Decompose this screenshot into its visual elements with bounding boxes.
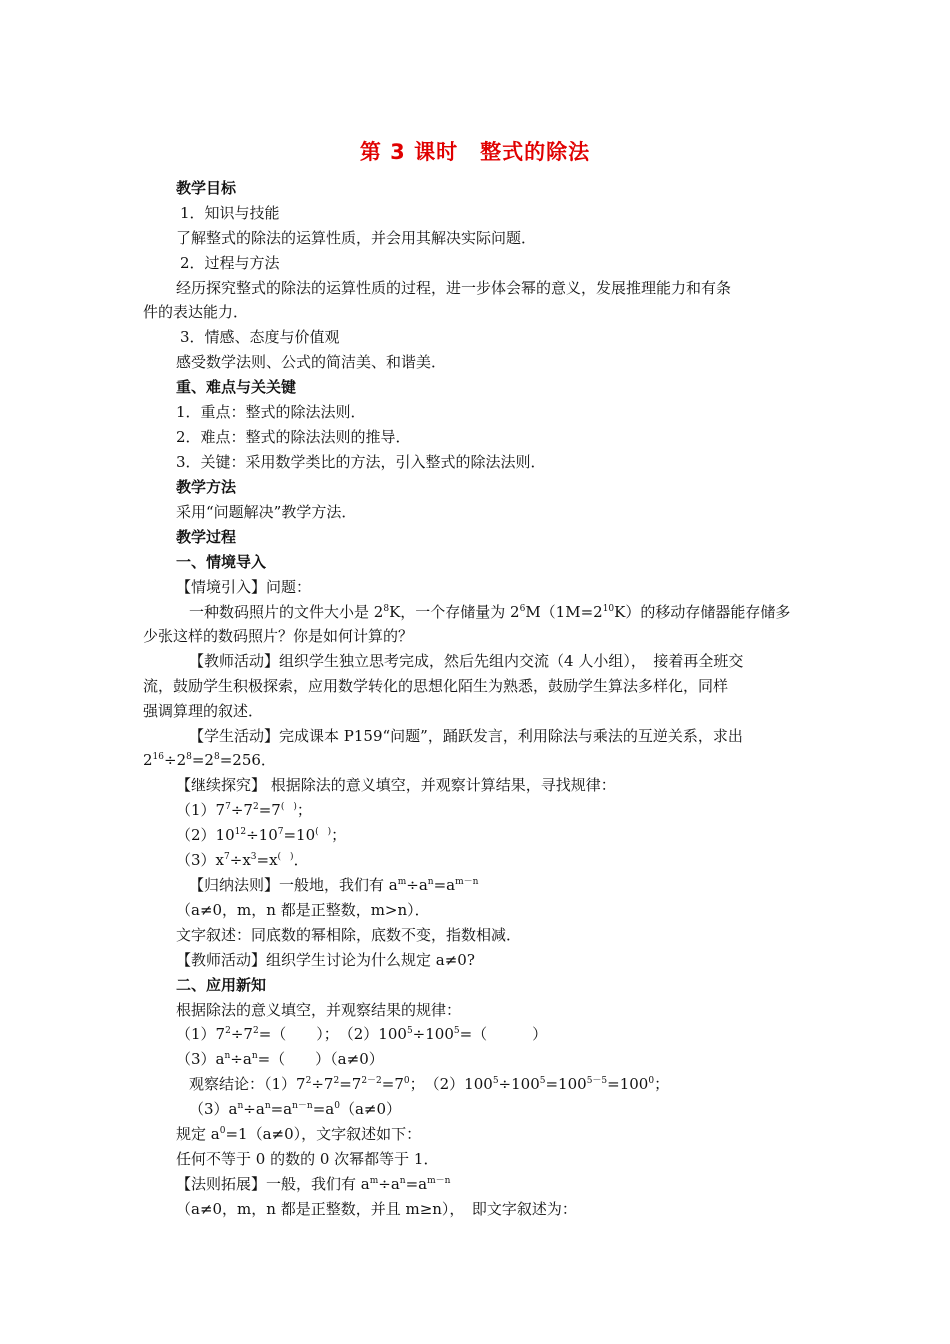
- formula-text: 【归纳法则】一般地，我们有 a: [189, 876, 398, 894]
- formula-exponent: 3: [250, 852, 257, 862]
- exercise-1: [0, 800, 950, 820]
- teacher-activity-2: 【教师活动】组织学生讨论为什么规定 a≠0?: [176, 951, 475, 969]
- goal-2-text-b: 件的表达能力．: [143, 303, 249, 321]
- formula-text: =10: [283, 826, 316, 844]
- formula-text: （1）7: [176, 801, 226, 819]
- subheading-scenario: 一、情境导入: [176, 553, 267, 571]
- formula-exponent: 0: [403, 1076, 410, 1086]
- formula-text: ÷10: [246, 826, 278, 844]
- goal-1-label: 1．知识与技能: [180, 204, 280, 222]
- teacher-activity-c: 强调算理的叙述．: [143, 702, 264, 720]
- question-text-3: M（1M=2: [525, 603, 603, 621]
- formula-text: 观察结论：（1）7: [189, 1075, 306, 1093]
- formula-text: =256．: [219, 751, 276, 769]
- formula-exponent: 0: [219, 1126, 226, 1136]
- rule-line-3: 文字叙述：同底数的幂相除，底数不变，指数相减．: [176, 926, 522, 944]
- formula-text: =a: [433, 876, 456, 894]
- formula-exponent: 2: [225, 1026, 231, 1036]
- formula-text: ÷7: [311, 1075, 334, 1093]
- apply-exercise-2: [0, 1049, 950, 1069]
- exercise-3: [0, 850, 950, 870]
- rule-line-1: [0, 875, 950, 895]
- formula-text: ÷7: [230, 1025, 253, 1043]
- formula-exponent: 2: [252, 802, 259, 812]
- formula-text: =100: [607, 1075, 649, 1093]
- formula-exponent: n－n: [292, 1101, 313, 1111]
- formula-exponent: 5: [406, 1026, 413, 1036]
- formula-text: ÷100: [498, 1075, 540, 1093]
- formula-text: =7: [258, 801, 281, 819]
- formula-exponent: 7: [277, 827, 284, 837]
- formula-exponent: 5: [539, 1076, 546, 1086]
- continue-explore: 【继续探究】 根据除法的意义填空，并观察计算结果，寻找规律：: [176, 776, 616, 794]
- observation-line-2: [0, 1099, 950, 1119]
- formula-text: ； （2）100: [409, 1075, 493, 1093]
- rule-extension-1: [0, 1174, 950, 1194]
- formula-exponent: 12: [234, 827, 247, 837]
- formula-exponent: n: [224, 1051, 231, 1061]
- apply-intro: 根据除法的意义填空，并观察结果的规律：: [176, 1001, 462, 1019]
- formula-exponent-blank: ( ): [315, 827, 332, 837]
- formula-text: 2: [143, 751, 153, 769]
- formula-text: ÷2: [164, 751, 187, 769]
- formula-text: ÷a: [378, 1175, 400, 1193]
- formula-text: （1）7: [176, 1025, 226, 1043]
- formula-exponent: 5－5: [586, 1076, 608, 1086]
- formula-exponent: 2: [252, 1026, 259, 1036]
- formula-text: =7: [381, 1075, 404, 1093]
- formula-text: =（ ）: [459, 1025, 548, 1043]
- goal-3-text: 感受数学法则、公式的简洁美、和谐美．: [176, 353, 447, 371]
- heading-goals: 教学目标: [176, 179, 237, 197]
- formula-text: ÷a: [230, 1050, 252, 1068]
- goal-1-text: 了解整式的除法的运算性质，并会用其解决实际问题．: [176, 229, 537, 247]
- formula-exponent: n: [427, 877, 434, 887]
- question-exponent-3: 10: [602, 604, 615, 614]
- question-text-2: K，一个存储量为 2: [389, 603, 520, 621]
- formula-exponent: m: [397, 877, 407, 887]
- formula-exponent: 0: [334, 1101, 340, 1111]
- formula-text: （3）a: [176, 1050, 225, 1068]
- formula-text: =100: [545, 1075, 587, 1093]
- observation-line-1: [0, 1074, 950, 1094]
- formula-exponent: n: [399, 1176, 406, 1186]
- key-point: 1．重点：整式的除法法则．: [176, 403, 366, 421]
- question-line-b: 少张这样的数码照片？你是如何计算的？: [143, 627, 414, 645]
- formula-exponent: 5: [453, 1026, 460, 1036]
- formula-text: ÷a: [243, 1100, 265, 1118]
- formula-text: =a: [405, 1175, 428, 1193]
- formula-exponent: 7: [225, 802, 231, 812]
- formula-text: 规定 a: [176, 1125, 220, 1143]
- formula-exponent: 2: [305, 1076, 312, 1086]
- formula-text: =a: [312, 1100, 335, 1118]
- formula-text: ．: [293, 851, 309, 869]
- formula-exponent: 2－2: [361, 1076, 382, 1086]
- formula-text: ；: [296, 801, 312, 819]
- formula-text: =2: [191, 751, 214, 769]
- formula-exponent: 7: [224, 852, 230, 862]
- formula-text: =（ ）（a≠0）: [257, 1050, 384, 1068]
- formula-text: 【法则拓展】一般，我们有 a: [176, 1175, 370, 1193]
- formula-text: ÷7: [230, 801, 253, 819]
- question-text-4: K）的移动存储器能存储多: [614, 603, 791, 621]
- formula-text: ；: [331, 826, 347, 844]
- formula-exponent: 2: [333, 1076, 340, 1086]
- formula-exponent: n: [251, 1051, 258, 1061]
- subheading-apply: 二、应用新知: [176, 976, 267, 994]
- teacher-activity-a: 【教师活动】组织学生独立思考完成，然后先组内交流（4 人小组）， 接着再全班交: [189, 652, 744, 670]
- formula-text: =a: [270, 1100, 293, 1118]
- formula-text: （2）10: [176, 826, 235, 844]
- formula-text: =7: [339, 1075, 362, 1093]
- formula-exponent: 5: [492, 1076, 499, 1086]
- formula-text: =（ ）； （2）100: [258, 1025, 407, 1043]
- scenario-intro: 【情境引入】问题：: [176, 578, 312, 596]
- method-text: 采用“问题解决”教学方法．: [176, 503, 357, 521]
- rule-extension-2: （a≠0，m，n 都是正整数，并且 m≥n）， 即文字叙述为：: [176, 1200, 577, 1218]
- teacher-activity-b: 流，鼓励学生积极探索，应用数学转化的思想化陌生为熟悉，鼓励学生算法多样化，同样: [143, 677, 729, 695]
- goal-2-label: 2．过程与方法: [180, 254, 280, 272]
- formula-exponent: m－n: [455, 877, 479, 887]
- formula-text: =x: [256, 851, 278, 869]
- formula-text: ÷a: [406, 876, 428, 894]
- exercise-2: [0, 825, 950, 845]
- student-activity-a: 【学生活动】完成课本 P159“问题”，踊跃发言，利用除法与乘法的互逆关系，求出: [189, 727, 743, 745]
- formula-exponent: 0: [648, 1076, 655, 1086]
- goal-3-label: 3．情感、态度与价值观: [180, 328, 340, 346]
- question-exponent-1: 8: [383, 604, 390, 614]
- heading-method: 教学方法: [176, 478, 237, 496]
- apply-exercise-1: [0, 1024, 950, 1044]
- formula-text: ÷x: [229, 851, 251, 869]
- lesson-title: 第 3 课时 整式的除法: [359, 140, 591, 164]
- formula-exponent-blank: ( ): [277, 852, 294, 862]
- formula-text: （3）x: [176, 851, 225, 869]
- definition-line-1: [0, 1124, 950, 1144]
- formula-exponent: 8: [186, 752, 192, 762]
- formula-exponent: n: [264, 1101, 271, 1111]
- difficult-point: 2．难点：整式的除法法则的推导．: [176, 428, 411, 446]
- formula-text: （a≠0）: [339, 1100, 402, 1118]
- formula-exponent: m－n: [427, 1176, 451, 1186]
- formula-text: （3）a: [189, 1100, 238, 1118]
- formula-exponent-blank: ( ): [280, 802, 297, 812]
- heading-process: 教学过程: [176, 528, 237, 546]
- formula-text: ÷100: [412, 1025, 454, 1043]
- formula-exponent: 8: [213, 752, 220, 762]
- definition-line-2: 任何不等于 0 的数的 0 次幂都等于 1．: [176, 1150, 439, 1168]
- question-text-1: 一种数码照片的文件大小是 2: [189, 603, 384, 621]
- formula-text: =1（a≠0），文字叙述如下：: [225, 1125, 422, 1143]
- formula-exponent: m: [369, 1176, 379, 1186]
- rule-line-2: （a≠0，m，n 都是正整数，m>n）．: [176, 901, 430, 919]
- heading-keys: 重、难点与关关键: [176, 378, 297, 396]
- question-line-a: [0, 602, 950, 622]
- student-activity-b: [0, 750, 950, 770]
- formula-exponent: n: [237, 1101, 244, 1111]
- question-exponent-2: 6: [519, 604, 526, 614]
- key-strategy: 3．关键：采用数学类比的方法，引入整式的除法法则．: [176, 453, 546, 471]
- goal-2-text-a: 经历探究整式的除法的运算性质的过程，进一步体会幂的意义，发展推理能力和有条: [176, 279, 732, 297]
- formula-exponent: 16: [152, 752, 164, 762]
- formula-text: ；: [654, 1075, 670, 1093]
